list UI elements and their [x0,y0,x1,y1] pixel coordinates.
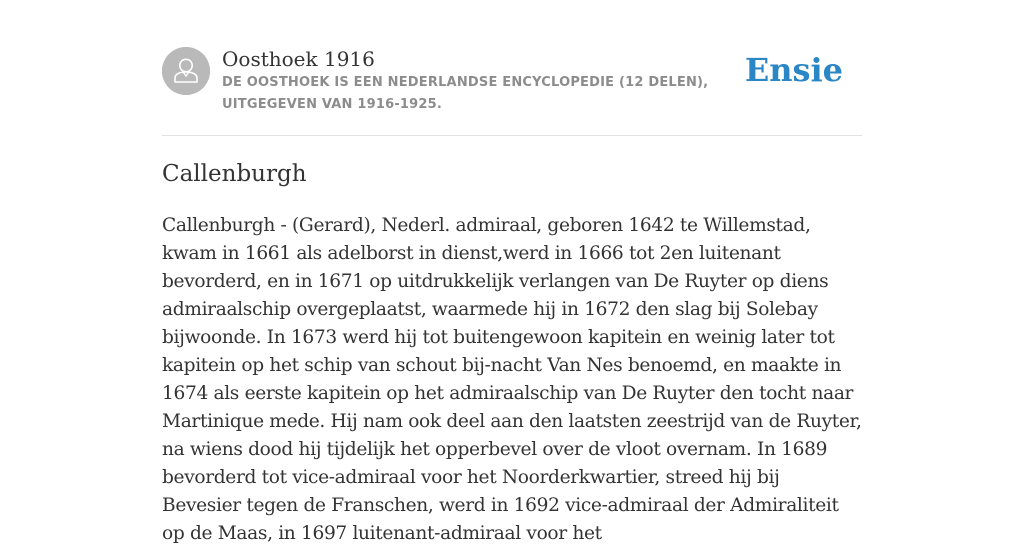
source-header [162,46,862,116]
ensie-logo[interactable]: Ensie [744,51,843,89]
article-title: Callenburgh [162,161,307,187]
user-avatar-icon[interactable] [162,47,210,95]
source-title-link[interactable]: Oosthoek 1916 [222,47,375,71]
article-body: Callenburgh - (Gerard), Nederl. admiraal, geboren 1642 te Willemstad, kwam in 1661 als adelborst in dienst,werd in 1666 tot 2en luitenant bevorderd, en in 1671 op uitdrukkelijk verlangen van De Ruyter op diens admiraalschip overgeplaatst, waarmede hij in 1672 den slag bij Solebay bijwoonde. In 1673 werd hij tot buitengewoon kapitein en weinig later tot kapitein op het schip van schout bij-nacht Van Nes benoemd, en maakte in 1674 als eerste kapitein op het admiraalschip van De Ruyter den tocht naar Martinique mede. Hij nam ook deel aan den laatsten zeestrijd van de Ruyter, na wiens dood hij tijdelijk het opperbevel over de vloot overnam. In 1689 bevorderd tot vice-admiraal voor het Noorderkwartier, streed hij bij Bevesier tegen de Franschen, werd in 1692 vice-admiraal der Admiraliteit op de Maas, in 1697 luitenant-admiraal voor het [162,215,862,544]
header-divider [162,135,862,136]
source-description: DE OOSTHOEK IS EEN NEDERLANDSE ENCYCLOPEDIE (12 DELEN), UITGEGEVEN VAN 1916-1925. [222,75,709,112]
